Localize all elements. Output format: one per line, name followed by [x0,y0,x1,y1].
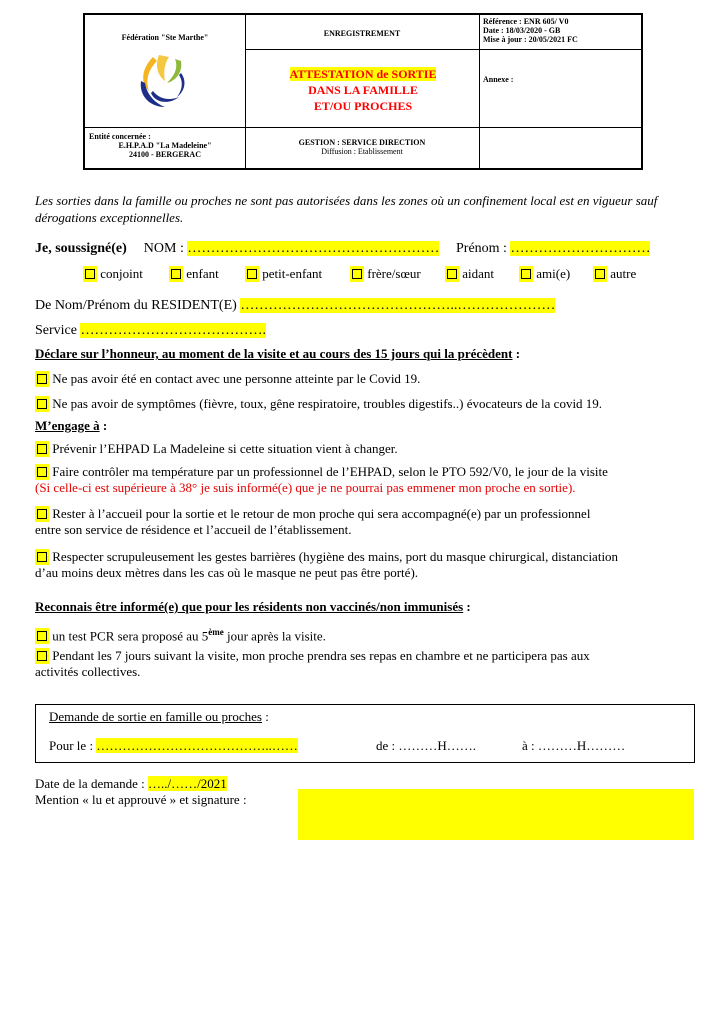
checkbox-icon[interactable] [352,269,362,279]
declare-item [35,396,602,412]
engage-heading [35,418,107,434]
from-time-field[interactable]: de : ………H……. [376,738,477,753]
relation-option[interactable] [245,266,322,282]
engage-heading-text: M’engage à [35,418,100,433]
informed-item-text: activités collectives. [35,664,141,679]
title-line-3: ET/OU PROCHES [313,99,413,113]
signed-label: Je, soussigné(e) [35,241,127,256]
declare-heading-text: Déclare sur l’honneur, au moment de la visite et au cours des 15 jours qui la précèdent [35,346,513,361]
informed-heading-text: Reconnais être informé(e) que pour les résidents non vaccinés/non immunisés [35,599,464,614]
prenom-line [456,241,650,257]
checkbox-icon[interactable] [171,269,181,279]
checkbox-icon[interactable] [521,269,531,279]
relation-label: aidant [462,266,495,281]
request-box [35,704,695,763]
engage-item [35,464,695,496]
checkbox-icon[interactable] [37,399,47,409]
intro-text: Les sorties dans la famille ou proches ne sont pas autorisées dans les zones où un confinement local est en vigueur sauf dérogations exceptionnelles. [35,193,658,225]
document-title [270,66,456,114]
title-line-1: ATTESTATION de SORTIE [289,67,437,81]
checkbox-icon[interactable] [37,467,47,477]
title-line-2: DANS LA FAMILLE [308,83,418,97]
relation-options [83,266,683,286]
request-title-text: Demande de sortie en famille ou proches [49,709,262,724]
colon: : [466,599,471,614]
informed-item [35,624,326,644]
request-title [49,709,269,725]
entity-city: 24100 - BERGERAC [128,150,201,159]
informed-heading [35,599,471,615]
document-header [83,13,643,170]
management-label: GESTION : SERVICE DIRECTION [298,138,426,147]
request-date-field[interactable]: …../……/2021 [147,776,227,791]
diffusion-label: Diffusion : Etablissement [321,147,403,156]
signature-field[interactable] [298,789,694,840]
relation-label: frère/sœur [367,266,421,281]
register-label: ENREGISTREMENT [323,29,401,38]
checkbox-icon[interactable] [37,509,47,519]
engage-item [35,506,695,538]
reference: Référence : ENR 605/ V0 [483,17,569,26]
colon: : [515,346,521,361]
checkbox-icon[interactable] [37,631,47,641]
checkbox-icon[interactable] [37,374,47,384]
declare-item-text: Ne pas avoir de symptômes (fièvre, toux, gêne respiratoire, troubles digestifs..) évocateurs de la covid 19. [52,396,603,411]
checkbox-icon[interactable] [37,651,47,661]
resident-line [35,298,555,314]
request-date-line [35,776,227,792]
divider [479,49,641,50]
superscript: ème [208,627,224,637]
relation-option[interactable] [350,266,421,282]
engage-item-text: d’au moins deux mètres dans les cas où le masque ne peut pas être porté). [35,565,419,580]
identity-line [35,241,439,257]
to-time-field[interactable]: à : ………H……… [522,738,626,753]
informed-item [35,648,695,680]
entity-name: E.H.P.A.D "La Madeleine" [118,141,212,150]
resident-label: De Nom/Prénom du RESIDENT(E) [35,298,237,313]
informed-item-text: jour après la visite. [226,628,326,644]
divider [479,15,480,168]
colon: : [102,418,108,433]
engage-item-text: Faire contrôler ma température par un professionnel de l’EHPAD, selon le PTO 592/V0, le jour de la visite [52,464,608,479]
checkbox-icon[interactable] [85,269,95,279]
nom-label: NOM : [143,241,184,256]
prenom-field[interactable]: ………………………… [510,241,651,256]
prenom-label: Prénom : [456,241,507,256]
divider [85,127,641,128]
engage-item-text: Prévenir l’EHPAD La Madeleine si cette situation vient à changer. [52,441,398,456]
divider [245,49,479,50]
update-date: Mise à jour : 20/05/2021 FC [483,35,578,44]
relation-label: conjoint [100,266,143,281]
checkbox-icon[interactable] [595,269,605,279]
engage-item-text: Respecter scrupuleusement les gestes barrières (hygiène des mains, port du masque chirurgical, distanciation [52,549,619,564]
service-field[interactable]: …………………………………. [80,323,266,338]
signature-label: Mention « lu et approuvé » et signature : [35,792,247,807]
creation-date: Date : 18/03/2020 - GB [483,26,561,35]
engage-item [35,549,695,581]
engage-item [35,441,398,457]
declare-item [35,371,420,387]
logo-flame-icon [135,51,195,113]
colon: : [265,709,269,724]
relation-label: ami(e) [536,266,571,281]
relation-label: autre [610,266,637,281]
relation-label: enfant [186,266,219,281]
checkbox-icon[interactable] [37,444,47,454]
service-line [35,323,266,339]
pour-le-field[interactable]: …………………………………..…… [96,738,298,753]
entity-label: Entité concernée : [89,132,151,141]
federation-name: Fédération "Ste Marthe" [121,33,209,42]
checkbox-icon[interactable] [447,269,457,279]
request-date-label: Date de la demande : [35,776,145,791]
informed-item-text: un test PCR sera proposé au 5 [52,628,209,644]
checkbox-icon[interactable] [37,552,47,562]
pour-le-label: Pour le : [49,738,94,753]
request-date-line [49,738,298,754]
declare-heading [35,346,520,362]
service-label: Service [35,323,77,338]
relation-option[interactable] [83,266,143,282]
relation-label: petit-enfant [262,266,323,281]
relation-option[interactable] [169,266,219,282]
checkbox-icon[interactable] [247,269,257,279]
nom-field[interactable]: ……………………………………………… [187,241,440,256]
engage-item-text: Rester à l’accueil pour la sortie et le retour de mon proche qui sera accompagné(e) par un professionnel [52,506,591,521]
relation-option[interactable] [445,266,494,282]
relation-option[interactable] [519,266,570,282]
temperature-warning: (Si celle-ci est supérieure à 38° je suis informé(e) que je ne pourrai pas emmener mon proche en sortie). [35,480,576,495]
declare-item-text: Ne pas avoir été en contact avec une personne atteinte par le Covid 19. [52,371,421,386]
resident-field[interactable]: ………………………………………..………………… [240,298,556,313]
engage-item-text: entre son service de résidence et l’accueil de l’établissement. [35,522,352,537]
relation-option[interactable] [593,266,636,282]
informed-item-text: Pendant les 7 jours suivant la visite, mon proche prendra ses repas en chambre et ne participera pas aux [52,648,590,663]
annex-label: Annexe : [483,75,514,84]
